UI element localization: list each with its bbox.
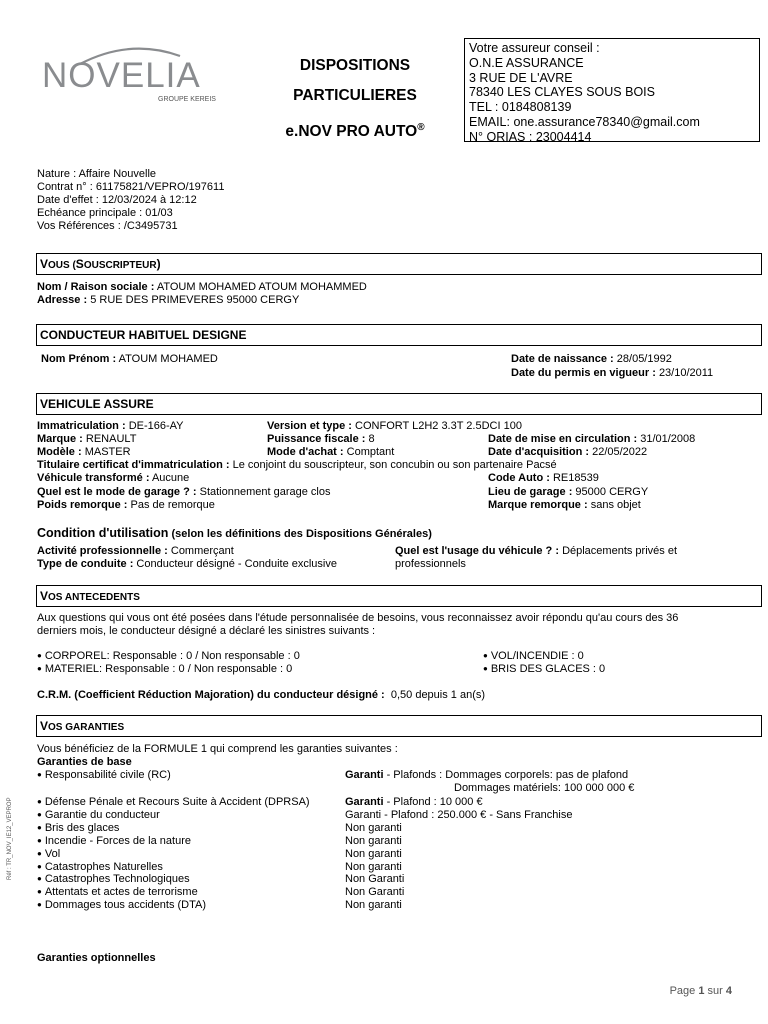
- garanties-rc-extra: Dommages matériels: 100 000 000 €: [454, 782, 635, 794]
- garantie-name: ● Dommages tous accidents (DTA): [37, 899, 206, 912]
- vehicule-immat: Immatriculation : DE-166-AY: [37, 420, 184, 432]
- vehicule-acquisition: Date d'acquisition : 22/05/2022: [488, 446, 648, 458]
- agent-line: O.N.E ASSURANCE: [469, 55, 584, 70]
- souscripteur-adresse: Adresse : 5 RUE DES PRIMEVERES 95000 CERGY: [37, 294, 300, 306]
- agent-line: TEL : 0184808139: [469, 100, 572, 115]
- garantie-status: Non Garanti: [345, 886, 405, 898]
- garanties-intro: Vous bénéficiez de la FORMULE 1 qui comprend les garanties suivantes :: [37, 743, 398, 755]
- contract-line: Date d'effet : 12/03/2024 à 12:12: [37, 194, 197, 206]
- vehicule-marque: Marque : RENAULT: [37, 433, 137, 445]
- souscripteur-nom: Nom / Raison sociale : ATOUM MOHAMED ATOUM MOHAMMED: [37, 281, 367, 293]
- garantie-name: ● Garantie du conducteur: [37, 809, 160, 822]
- garantie-status: Non garanti: [345, 822, 402, 834]
- condition-usage: Quel est l'usage du véhicule ? : Déplacements privés et: [395, 545, 678, 557]
- section-souscripteur: VOUS (SOUSCRIPTEUR): [36, 253, 762, 275]
- garantie-status: Non garanti: [345, 861, 402, 873]
- page-footer: Page 1 sur 4: [669, 985, 732, 997]
- conducteur-permis: Date du permis en vigueur : 23/10/2011: [511, 367, 714, 379]
- title-line-3: e.NOV PRO AUTO®: [285, 122, 425, 141]
- vehicule-puissance: Puissance fiscale : 8: [267, 433, 375, 445]
- antecedents-crm: C.R.M. (Coefficient Réduction Majoration) du conducteur désigné : 0,50 depuis 1 an(s): [37, 689, 486, 701]
- vehicule-marque-remorque: Marque remorque : sans objet: [488, 499, 641, 511]
- contract-line: Nature : Affaire Nouvelle: [37, 168, 157, 180]
- garantie-name: ● Vol: [37, 848, 60, 861]
- antecedents-corporel: ● CORPOREL: Responsable : 0 / Non responsable : 0: [37, 650, 300, 663]
- antecedents-intro-1: Aux questions qui vous ont été posées dans l'étude personnalisée de besoins, vous reconnaissez avoir répondu qu'au cours des 36: [37, 612, 679, 624]
- agent-line: EMAIL: one.assurance78340@gmail.com: [469, 114, 700, 129]
- agent-line: N° ORIAS : 23004414: [469, 129, 592, 144]
- vehicule-version: Version et type : CONFORT L2H2 3.3T 2.5DCI 100: [267, 420, 522, 432]
- garantie-name: ● Catastrophes Naturelles: [37, 861, 163, 874]
- antecedents-intro-2: derniers mois, le conducteur désigné a déclaré les sinistres suivants :: [37, 625, 376, 637]
- contract-line: Contrat n° : 61175821/VEPRO/197611: [37, 181, 225, 193]
- garanties-optional-title: Garanties optionnelles: [37, 952, 156, 964]
- condition-conduite: Type de conduite : Conducteur désigné - Conduite exclusive: [37, 558, 337, 570]
- garantie-name: ● Responsabilité civile (RC): [37, 769, 171, 782]
- condition-usage-2: professionnels: [395, 558, 466, 570]
- vehicule-poids: Poids remorque : Pas de remorque: [37, 499, 215, 511]
- garantie-name: ● Incendie - Forces de la nature: [37, 835, 191, 848]
- vehicule-transforme: Véhicule transformé : Aucune: [37, 472, 190, 484]
- contract-line: Vos Références : /C3495731: [37, 220, 178, 232]
- conducteur-naissance: Date de naissance : 28/05/1992: [511, 353, 672, 365]
- contract-line: Echéance principale : 01/03: [37, 207, 173, 219]
- agent-box: [464, 38, 760, 142]
- section-conducteur: CONDUCTEUR HABITUEL DESIGNE: [36, 324, 762, 346]
- title-line-2: PARTICULIERES: [293, 87, 417, 104]
- garantie-status: Non Garanti: [345, 873, 405, 885]
- garantie-name: ● Catastrophes Technologiques: [37, 873, 190, 886]
- condition-activite: Activité professionnelle : Commerçant: [37, 545, 234, 557]
- garantie-status: Non garanti: [345, 835, 402, 847]
- vehicule-garage: Quel est le mode de garage ? : Stationnement garage clos: [37, 486, 331, 498]
- garantie-status: Non garanti: [345, 848, 402, 860]
- garantie-status: Garanti - Plafond : 250.000 € - Sans Franchise: [345, 809, 573, 821]
- garantie-name: ● Attentats et actes de terrorisme: [37, 886, 198, 899]
- agent-line: 3 RUE DE L'AVRE: [469, 70, 573, 85]
- novelia-logo: [40, 46, 225, 108]
- garanties-base-title: Garanties de base: [37, 756, 132, 768]
- agent-line: 78340 LES CLAYES SOUS BOIS: [469, 85, 655, 100]
- conducteur-nom: Nom Prénom : ATOUM MOHAMED: [41, 353, 218, 365]
- garantie-status: Garanti - Plafonds : Dommages corporels: pas de plafond: [345, 769, 629, 781]
- garantie-status: Non garanti: [345, 899, 402, 911]
- agent-line: Votre assureur conseil :: [469, 41, 600, 55]
- title-line-1: DISPOSITIONS: [299, 57, 411, 74]
- vehicule-modele: Modèle : MASTER: [37, 446, 131, 458]
- garantie-status: Garanti - Plafond : 10 000 €: [345, 796, 483, 808]
- logo-brand: NOVELIA: [42, 56, 201, 95]
- vehicule-code: Code Auto : RE18539: [488, 472, 599, 484]
- section-vehicule: VEHICULE ASSURE: [36, 393, 762, 415]
- section-antecedents: VOS ANTECEDENTS: [36, 585, 762, 607]
- garantie-name: ● Bris des glaces: [37, 822, 119, 835]
- antecedents-vol: ● VOL/INCENDIE : 0: [483, 650, 584, 663]
- antecedents-bris: ● BRIS DES GLACES : 0: [483, 663, 605, 676]
- condition-title: Condition d'utilisation (selon les définitions des Dispositions Générales): [37, 526, 432, 540]
- vehicule-circulation: Date de mise en circulation : 31/01/2008: [488, 433, 696, 445]
- garantie-name: ● Défense Pénale et Recours Suite à Accident (DPRSA): [37, 796, 310, 809]
- contract-info: [37, 168, 224, 233]
- vehicule-lieu: Lieu de garage : 95000 CERGY: [488, 486, 649, 498]
- side-reference: Réf : TR_NOV_IE12_VEPROP: [7, 797, 13, 880]
- logo-group: GROUPE KEREIS: [158, 96, 216, 103]
- vehicule-titulaire: Titulaire certificat d'immatriculation : Le conjoint du souscripteur, son concubin ou son partenaire Pacsé: [37, 459, 557, 471]
- antecedents-materiel: ● MATERIEL: Responsable : 0 / Non responsable : 0: [37, 663, 292, 676]
- vehicule-achat: Mode d'achat : Comptant: [267, 446, 395, 458]
- section-garanties: VOS GARANTIES: [36, 715, 762, 737]
